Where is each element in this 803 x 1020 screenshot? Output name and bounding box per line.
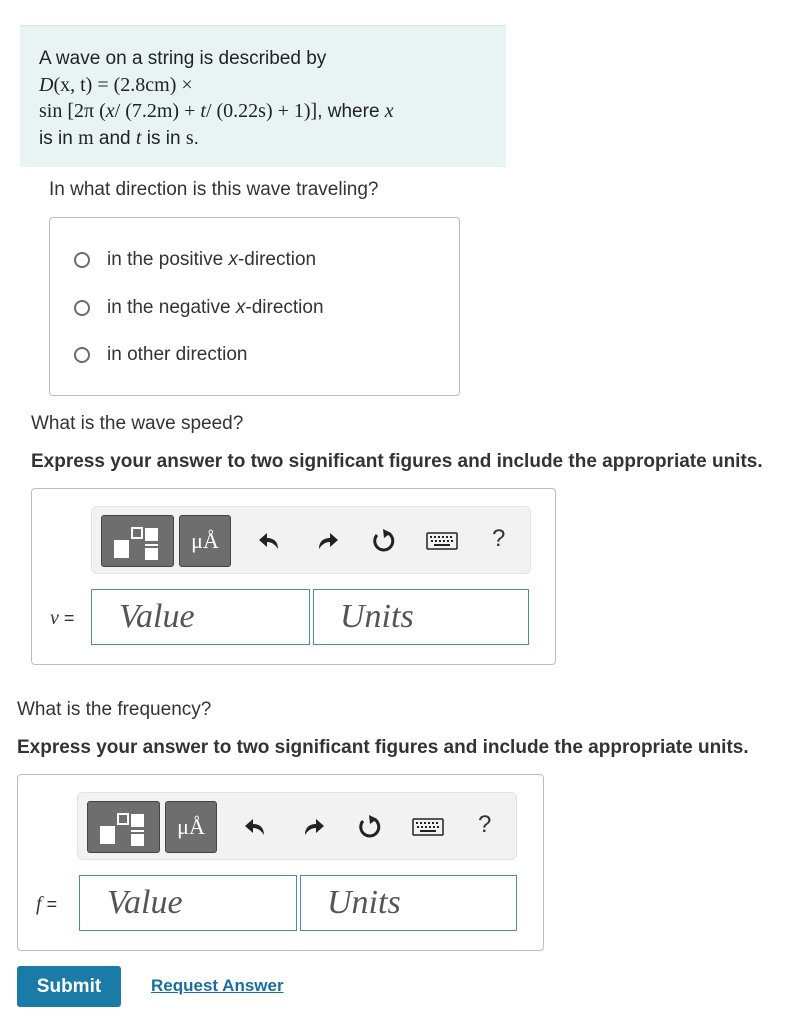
reset-icon[interactable] xyxy=(355,813,383,841)
math-toolbar xyxy=(77,792,517,860)
q3-instruction: Express your answer to two significant figures and include the appropriate units. xyxy=(17,737,749,758)
wave-equation-line1: D(x, t) = (2.8cm) × xyxy=(39,74,193,96)
reset-icon[interactable] xyxy=(369,527,397,555)
units-button[interactable]: μÅ xyxy=(165,801,217,853)
radio-option-negative-x[interactable]: in the negative x-direction xyxy=(74,297,324,319)
frequency-units-input[interactable]: Units xyxy=(300,875,517,931)
templates-button[interactable] xyxy=(101,515,174,567)
keyboard-icon[interactable] xyxy=(426,531,458,551)
speed-units-input[interactable]: Units xyxy=(313,589,529,645)
radio-button[interactable] xyxy=(74,347,90,363)
speed-answer-panel xyxy=(31,488,556,665)
q2-prompt: What is the wave speed? xyxy=(31,413,244,434)
redo-icon[interactable] xyxy=(299,813,327,841)
undo-icon[interactable] xyxy=(256,527,284,555)
radio-button[interactable] xyxy=(74,300,90,316)
q2-instruction: Express your answer to two significant figures and include the appropriate units. xyxy=(31,451,763,472)
undo-icon[interactable] xyxy=(242,813,270,841)
request-answer-link[interactable]: Request Answer xyxy=(151,976,284,995)
help-icon[interactable]: ? xyxy=(478,811,492,838)
units-button[interactable]: μÅ xyxy=(179,515,231,567)
math-toolbar xyxy=(91,506,531,574)
speed-variable-label: v = xyxy=(50,607,75,629)
radio-option-positive-x[interactable]: in the positive x-direction xyxy=(74,249,316,271)
wave-equation-line2: sin [2π (x/ (7.2m) + t/ (0.22s) + 1)], where x xyxy=(39,100,394,122)
direction-radio-group xyxy=(49,217,460,396)
units-description: is in m and t is in s. xyxy=(39,127,199,149)
templates-icon xyxy=(102,516,175,568)
help-icon[interactable]: ? xyxy=(492,525,506,552)
q3-prompt: What is the frequency? xyxy=(17,699,212,720)
templates-icon xyxy=(88,802,161,854)
problem-statement xyxy=(20,25,506,167)
radio-button[interactable] xyxy=(74,252,90,268)
templates-button[interactable] xyxy=(87,801,160,853)
frequency-value-input[interactable]: Value xyxy=(79,875,297,931)
keyboard-icon[interactable] xyxy=(412,817,444,837)
redo-icon[interactable] xyxy=(313,527,341,555)
speed-value-input[interactable]: Value xyxy=(91,589,310,645)
radio-option-other[interactable]: in other direction xyxy=(74,344,247,366)
frequency-variable-label: f = xyxy=(36,893,58,915)
q1-prompt: In what direction is this wave traveling? xyxy=(49,179,379,200)
submit-button[interactable]: Submit xyxy=(17,966,121,1007)
frequency-answer-panel xyxy=(17,774,544,951)
problem-intro: A wave on a string is described by xyxy=(39,48,327,69)
